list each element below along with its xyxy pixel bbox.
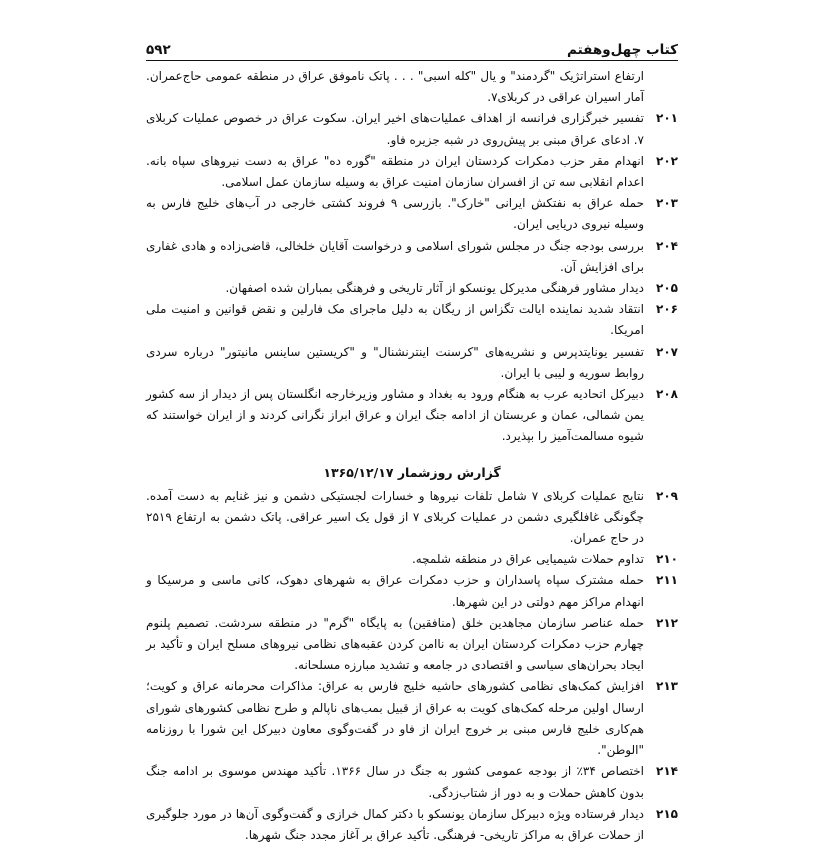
entry-number: ۲۰۱ xyxy=(656,111,678,126)
entry-number: ۲۰۹ xyxy=(656,488,678,503)
list-item xyxy=(146,299,678,341)
entry-text: انتقاد شدید نماینده ایالت تگزاس از ریگان به دلیل ماجرای مک فارلین و نقض قوانین و امنیت ملی امریکا. xyxy=(146,302,644,338)
entry-list-part2 xyxy=(146,486,678,846)
entry-text: اختصاص ۳۴٪ از بودجه عمومی کشور به جنگ در سال ۱۳۶۶. تأکید مهندس موسوی بر ادامه جنگ بدون کاهش حملات و به دور از شتاب‌زدگی. xyxy=(146,764,645,800)
entry-text: حمله عناصر سازمان مجاهدین خلق (منافقین) به پایگاه "گرم" در منطقه سردشت. تصمیم پلنوم چهارم حزب دمکرات کردستان ایران به ناامن کردن عقبه‌های نظامی نیروهای مسلح ایران و تأکید بر ایجاد بحران‌های سیاسی و اقتصادی در جامعه و تشدید مبارزه مسلحانه. xyxy=(146,615,644,673)
entry-number: ۲۰۳ xyxy=(656,196,678,211)
entry-text: تداوم حملات شیمیایی عراق در منطقه شلمچه. xyxy=(411,552,644,567)
entry-text: نتایج عملیات کربلای ۷ شامل تلفات نیروها و خسارات لجستیکی دشمن و نیز غنایم به دست آمده. چگونگی غافلگیری دشمن در عملیات کربلای ۷ از قول یک اسیر عراقی. پاتک دشمن به ارتفاع ۲۵۱۹ در حاج عمران. xyxy=(146,488,644,546)
entry-text: دبیرکل اتحادیه عرب به هنگام ورود به بغداد و مشاور وزیرخارجه انگلستان پس از دیدار از سه کشور یمن شمالی، عمان و عربستان از ادامه جنگ ایران و عراق ابراز نگرانی کردند و از ایران خواستند که شیوه مسالمت‌آمیز را بپذیرد. xyxy=(146,387,644,444)
entry-list-part1 xyxy=(146,108,678,447)
entry-text: دیدار فرستاده ویژه دبیرکل سازمان یونسکو با دکتر کمال خرازی و گفت‌وگوی آن‌ها در مورد جلوگیری از حملات عراق به مراکز تاریخی- فرهنگی. تأکید عراق بر آغاز مجدد جنگ شهرها. xyxy=(146,806,644,842)
list-item xyxy=(146,486,678,550)
entry-text: حمله مشترک سپاه پاسداران و حزب دمکرات عراق به شهرهای دهوک، کانی ماسی و مرسیکا و انهدام مراکز مهم دولتی در این شهرها. xyxy=(146,573,644,609)
entry-number: ۲۰۵ xyxy=(656,281,678,296)
list-item xyxy=(146,384,678,448)
continuation-paragraph xyxy=(146,66,678,108)
entry-text: حمله عراق به نفتکش ایرانی "خارک". بازرسی ۹ فروند کشتی خارجی در آب‌های خلیج فارس به وسیله نیروی دریایی ایران. xyxy=(146,196,644,232)
entry-number: ۲۱۵ xyxy=(656,806,678,821)
entry-text: دیدار مشاور فرهنگی مدیرکل یونسکو از آثار تاریخی و فرهنگی بمباران شده اصفهان. xyxy=(225,281,644,296)
entry-text: انهدام مقر حزب دمکرات کردستان ایران در منطقه "گوره ده" عراق به دست نیروهای سپاه بانه. اعدام انقلابی سه تن از افسران سازمان امنیت عراق به وسیله سازمان عمل اسلامی. xyxy=(146,153,644,190)
entry-number: ۲۰۶ xyxy=(656,302,678,317)
entry-text: بررسی بودجه جنگ در مجلس شورای اسلامی و درخواست آقایان خلخالی، قاضی‌زاده و هادی غفاری برای افزایش آن. xyxy=(146,238,644,274)
list-item xyxy=(146,278,678,299)
list-item xyxy=(146,108,678,150)
list-item xyxy=(146,804,678,846)
entry-number: ۲۰۸ xyxy=(656,387,678,402)
list-item xyxy=(146,151,678,193)
header-divider xyxy=(146,60,678,61)
entry-number: ۲۱۰ xyxy=(656,552,678,567)
entry-number: ۲۱۴ xyxy=(656,764,678,779)
entry-number: ۲۱۳ xyxy=(656,679,678,694)
page-content xyxy=(146,66,678,846)
entry-number: ۲۰۷ xyxy=(656,344,678,359)
list-item xyxy=(146,570,678,612)
list-item xyxy=(146,193,678,235)
entry-number: ۲۱۲ xyxy=(656,615,678,630)
page-header xyxy=(146,36,678,58)
list-item xyxy=(146,761,678,803)
entry-text: تفسیر یونایتدپرس و نشریه‌های "کرسنت اینترنشنال" و "کریستین ساینس مانیتور" درباره سردی روابط سوریه و لیبی با ایران. xyxy=(146,344,644,380)
entry-number: ۲۰۲ xyxy=(656,153,678,168)
list-item xyxy=(146,236,678,278)
book-title: کتاب چهل‌وهفتم xyxy=(567,42,678,58)
entry-text: افزایش کمک‌های نظامی کشورهای حاشیه خلیج فارس به عراق: مذاکرات محرمانه عراق و کویت؛ ارسال اولین مرحله کمک‌های کویت به عراق از قبیل بمب‌های ناپالم و طرح نظامی کشورهای شورای هم‌کاری خلیج فارس مبنی بر خروج ایران از فاو در گفت‌وگوی معاون دبیرکل این شورا با روزنامه "الوطن". xyxy=(146,679,644,758)
entry-text: ارتفاع استراتژیک "گردمند" و یال "کله اسبی" . . . پاتک ناموفق عراق در منطقه عمومی حاج‌عمران. آمار اسیران عراقی در کربلای۷. xyxy=(146,69,644,105)
page-number: ۵۹۲ xyxy=(146,42,171,58)
entry-number: ۲۱۱ xyxy=(656,573,678,588)
list-item xyxy=(146,613,678,677)
list-item xyxy=(146,342,678,384)
section-title: گزارش روزشمار ۱۳۶۵/۱۲/۱۷ xyxy=(323,464,501,480)
entry-number: ۲۰۴ xyxy=(656,238,678,253)
list-item xyxy=(146,549,678,570)
list-item xyxy=(146,676,678,761)
entry-text: تفسیر خبرگزاری فرانسه از اهداف عملیات‌های اخیر ایران. سکوت عراق در خصوص عملیات کربلای ۷. ادعای عراق مبنی بر پیش‌روی در شبه جزیره فاو. xyxy=(146,111,644,147)
